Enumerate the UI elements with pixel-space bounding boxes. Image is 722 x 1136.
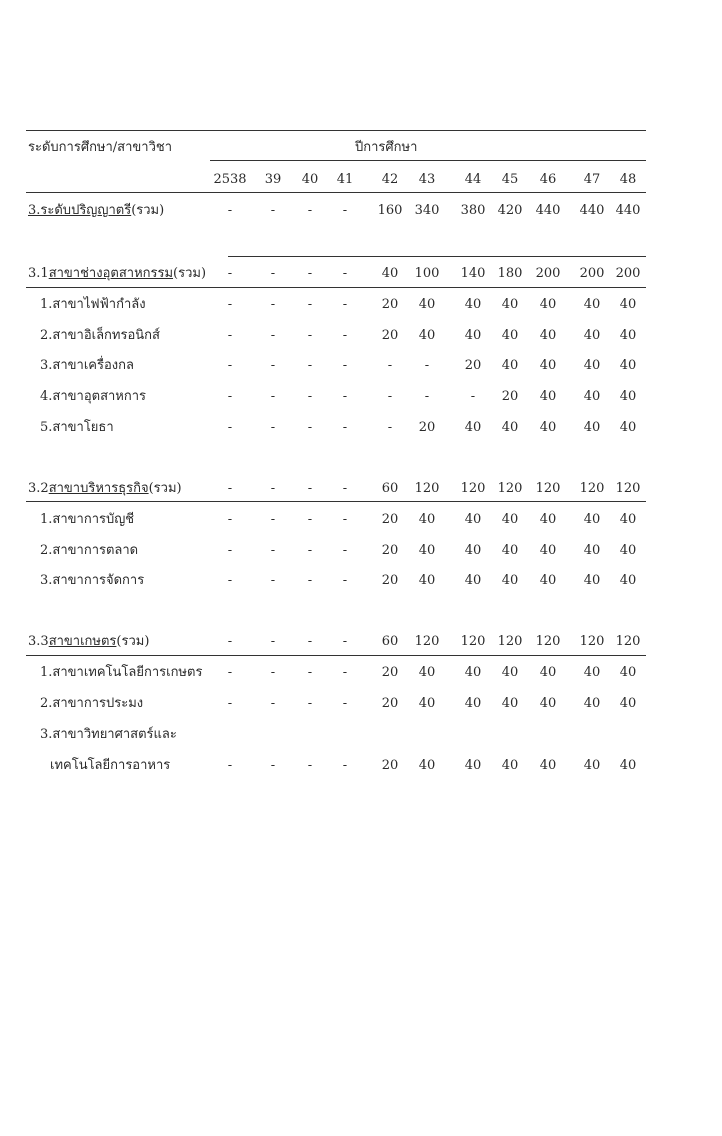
table-cell: 40	[539, 665, 557, 680]
table-cell: -	[342, 481, 348, 496]
row-label-name: 2.สาขาการประมง	[40, 696, 144, 711]
header-bottom-rule	[26, 192, 646, 193]
table-cell: 40	[583, 758, 601, 773]
table-cell: 40	[619, 420, 637, 435]
table-cell: 380	[460, 203, 486, 218]
table-cell: -	[307, 266, 313, 281]
row-label	[40, 420, 114, 436]
row-label	[40, 512, 134, 528]
table-cell: -	[227, 389, 233, 404]
table-cell: 440	[615, 203, 641, 218]
table-cell: 20	[464, 358, 482, 373]
table-cell: 40	[619, 696, 637, 711]
table-cell: 40	[583, 420, 601, 435]
table-cell: 40	[464, 512, 482, 527]
row-label	[28, 634, 149, 650]
table-cell: -	[307, 758, 313, 773]
table-cell: -	[307, 634, 313, 649]
table-cell: 40	[539, 389, 557, 404]
table-cell: 20	[381, 758, 399, 773]
table-cell: 120	[414, 481, 440, 496]
table-cell: -	[270, 358, 276, 373]
table-cell: -	[387, 389, 393, 404]
table-cell: 40	[464, 665, 482, 680]
table-cell: -	[342, 573, 348, 588]
table-cell: 420	[497, 203, 523, 218]
table-cell: 20	[381, 573, 399, 588]
table-cell: 40	[418, 328, 436, 343]
table-cell: 160	[377, 203, 403, 218]
table-cell: 40	[501, 328, 519, 343]
row-label	[40, 727, 177, 743]
table-cell: -	[342, 543, 348, 558]
table-cell: -	[307, 665, 313, 680]
table-cell: -	[227, 573, 233, 588]
table-cell: 20	[501, 389, 519, 404]
table-cell: 340	[414, 203, 440, 218]
table-cell: -	[307, 696, 313, 711]
table-cell: 140	[460, 266, 486, 281]
table-cell: 120	[535, 481, 561, 496]
table-cell: -	[307, 512, 313, 527]
table-cell: 40	[583, 328, 601, 343]
table-cell: 40	[583, 543, 601, 558]
table-cell: -	[227, 543, 233, 558]
table-cell: 60	[381, 481, 399, 496]
table-cell: 20	[381, 512, 399, 527]
table-cell: -	[227, 481, 233, 496]
table-cell: 40	[464, 573, 482, 588]
row-label-suffix: (รวม)	[173, 266, 207, 281]
table-cell: 40	[539, 328, 557, 343]
table-cell: 120	[460, 634, 486, 649]
table-cell: -	[307, 481, 313, 496]
table-cell: -	[227, 758, 233, 773]
table-cell: -	[342, 758, 348, 773]
table-cell: -	[307, 203, 313, 218]
table-cell: -	[342, 665, 348, 680]
row-label-prefix: 3.2	[28, 481, 49, 496]
row-label-name: 1.สาขาเทคโนโลยีการเกษตร	[40, 665, 203, 680]
table-cell: 120	[535, 634, 561, 649]
row-label	[40, 665, 202, 681]
table-cell: 40	[464, 297, 482, 312]
table-cell: -	[342, 266, 348, 281]
table-cell: 440	[579, 203, 605, 218]
table-cell: -	[270, 634, 276, 649]
table-cell: 20	[381, 665, 399, 680]
table-cell: 40	[418, 573, 436, 588]
table-cell: -	[342, 358, 348, 373]
table-cell: 40	[501, 358, 519, 373]
table-cell: 40	[381, 266, 399, 281]
table-cell: -	[307, 573, 313, 588]
table-cell: -	[227, 297, 233, 312]
table-cell: 40	[464, 543, 482, 558]
table-cell: -	[270, 696, 276, 711]
row-label-name: 2.สาขาอิเล็กทรอนิกส์	[40, 328, 160, 343]
row-label-name: 3.ระดับปริญญาตรี	[28, 203, 132, 218]
row-label	[40, 543, 138, 559]
table-cell: 120	[615, 634, 641, 649]
table-cell: -	[227, 328, 233, 343]
table-cell: 200	[535, 266, 561, 281]
table-cell: 40	[619, 358, 637, 373]
table-cell: -	[270, 203, 276, 218]
table-cell: -	[342, 389, 348, 404]
table-cell: 40	[418, 665, 436, 680]
table-cell: 20	[381, 328, 399, 343]
row-label-name: สาขาบริหารธุรกิจ	[48, 481, 149, 496]
row-label-prefix: 3.1	[28, 266, 49, 281]
table-cell: 40	[501, 543, 519, 558]
table-cell: 40	[501, 297, 519, 312]
table-cell: 20	[381, 696, 399, 711]
table-cell: 40	[464, 420, 482, 435]
row-label-name: 2.สาขาการตลาด	[40, 543, 139, 558]
year-header-cell: 45	[501, 172, 519, 187]
table-cell: 40	[619, 512, 637, 527]
table-cell: -	[307, 543, 313, 558]
table-cell: -	[227, 634, 233, 649]
table-cell: -	[270, 266, 276, 281]
table-cell: 40	[539, 512, 557, 527]
table-cell: 40	[418, 297, 436, 312]
table-cell: -	[227, 512, 233, 527]
table-cell: 40	[501, 512, 519, 527]
table-cell: 120	[615, 481, 641, 496]
year-header-cell: 42	[381, 172, 399, 187]
row-label-name: 5.สาขาโยธา	[40, 420, 114, 435]
row-label-suffix: (รวม)	[148, 481, 182, 496]
year-header-cell: 46	[539, 172, 557, 187]
table-cell: -	[227, 696, 233, 711]
table-cell: -	[470, 389, 476, 404]
table-cell: 180	[497, 266, 523, 281]
table-cell: 120	[460, 481, 486, 496]
year-header-cell: 47	[583, 172, 601, 187]
table-cell: 200	[579, 266, 605, 281]
row-label-name: 3.สาขาเครื่องกล	[40, 358, 134, 373]
table-cell: -	[342, 328, 348, 343]
table-cell: -	[342, 512, 348, 527]
table-cell: -	[270, 481, 276, 496]
table-cell: -	[270, 389, 276, 404]
table-cell: -	[307, 297, 313, 312]
table-cell: 120	[579, 634, 605, 649]
table-cell: 40	[539, 573, 557, 588]
table-cell: 40	[539, 420, 557, 435]
table-top-rule	[26, 130, 646, 131]
years-header-rule	[210, 160, 646, 161]
table-cell: 40	[583, 389, 601, 404]
table-cell: 40	[539, 543, 557, 558]
table-cell: 40	[501, 665, 519, 680]
table-cell: 40	[464, 328, 482, 343]
table-cell: 40	[464, 696, 482, 711]
table-cell: -	[270, 758, 276, 773]
year-header-cell: 48	[619, 172, 637, 187]
table-cell: -	[227, 420, 233, 435]
table-cell: -	[342, 634, 348, 649]
row-label-name: สาขาช่างอุตสาหกรรม	[48, 266, 174, 281]
row-label-name: 3.สาขาการจัดการ	[40, 573, 145, 588]
table-cell: -	[342, 420, 348, 435]
table-cell: 40	[619, 328, 637, 343]
row-label-suffix: (รวม)	[116, 634, 150, 649]
row-label	[28, 481, 182, 497]
table-cell: -	[387, 420, 393, 435]
row-label	[40, 696, 143, 712]
table-cell: 40	[501, 573, 519, 588]
table-cell: 40	[619, 665, 637, 680]
table-cell: 440	[535, 203, 561, 218]
table-cell: -	[270, 512, 276, 527]
table-cell: 120	[414, 634, 440, 649]
table-cell: 40	[418, 696, 436, 711]
table-cell: 40	[501, 420, 519, 435]
table-cell: 40	[539, 696, 557, 711]
table-cell: -	[227, 665, 233, 680]
table-cell: -	[270, 665, 276, 680]
table-cell: 120	[579, 481, 605, 496]
table-cell: 20	[381, 297, 399, 312]
year-header-cell: 44	[464, 172, 482, 187]
row-label	[50, 758, 170, 774]
row-label	[40, 358, 134, 374]
table-cell: 20	[418, 420, 436, 435]
table-cell: 40	[418, 512, 436, 527]
row-label-prefix: 3.3	[28, 634, 49, 649]
table-cell: -	[270, 543, 276, 558]
table-cell: 40	[583, 297, 601, 312]
row-label-suffix: (รวม)	[131, 203, 165, 218]
table-cell: 40	[539, 297, 557, 312]
table-cell: -	[342, 297, 348, 312]
table-cell: 100	[414, 266, 440, 281]
row-label	[28, 203, 164, 219]
table-cell: -	[424, 389, 430, 404]
table-cell: 40	[583, 512, 601, 527]
table-cell: 40	[418, 543, 436, 558]
table-cell: 40	[418, 758, 436, 773]
table-cell: 40	[619, 389, 637, 404]
table-cell: 40	[583, 665, 601, 680]
table-cell: 40	[539, 358, 557, 373]
table-cell: 40	[583, 573, 601, 588]
table-cell: 40	[583, 696, 601, 711]
year-header-cell: 41	[336, 172, 354, 187]
row-label-name: 1.สาขาไฟฟ้ากำลัง	[40, 297, 146, 312]
row-label	[28, 266, 206, 282]
year-header-cell: 2538	[213, 172, 247, 187]
table-cell: 200	[615, 266, 641, 281]
table-cell: -	[227, 203, 233, 218]
table-cell: 40	[619, 543, 637, 558]
year-header-cell: 40	[301, 172, 319, 187]
row-label	[40, 328, 160, 344]
table-cell: 40	[583, 358, 601, 373]
table-cell: -	[227, 358, 233, 373]
table-cell: -	[270, 573, 276, 588]
table-cell: 40	[539, 758, 557, 773]
section-rule-3-1-top	[228, 256, 646, 257]
table-cell: -	[307, 420, 313, 435]
table-cell: 40	[619, 573, 637, 588]
year-header-cell: 43	[418, 172, 436, 187]
table-cell: 40	[464, 758, 482, 773]
year-header-cell: 39	[264, 172, 282, 187]
row-label-name: สาขาเกษตร	[48, 634, 117, 649]
table-cell: 120	[497, 634, 523, 649]
table-cell: -	[342, 203, 348, 218]
table-cell: -	[307, 389, 313, 404]
row-label-name: เทคโนโลยีการอาหาร	[50, 758, 171, 773]
table-cell: 40	[619, 297, 637, 312]
table-cell: -	[424, 358, 430, 373]
row-label-name: 3.สาขาวิทยาศาสตร์และ	[40, 727, 177, 742]
table-cell: -	[342, 696, 348, 711]
row-label	[40, 573, 144, 589]
section-rule-3-3-bottom	[26, 655, 646, 656]
section-rule-3-2-bottom	[26, 501, 646, 502]
table-cell: 40	[501, 696, 519, 711]
table-cell: -	[270, 420, 276, 435]
section-rule-3-1-bottom	[26, 287, 646, 288]
table-cell: -	[307, 328, 313, 343]
table-cell: 60	[381, 634, 399, 649]
table-cell: 40	[619, 758, 637, 773]
table-cell: 120	[497, 481, 523, 496]
table-cell: -	[307, 358, 313, 373]
column-label-level-subject: ระดับการศึกษา/สาขาวิชา	[28, 140, 173, 155]
row-label	[40, 389, 146, 405]
table-cell: -	[387, 358, 393, 373]
row-label	[40, 297, 146, 313]
table-cell: 20	[381, 543, 399, 558]
table-cell: -	[270, 297, 276, 312]
row-label-name: 1.สาขาการบัญชี	[40, 512, 135, 527]
table-cell: 40	[501, 758, 519, 773]
table-cell: -	[227, 266, 233, 281]
column-group-academic-year: ปีการศึกษา	[355, 140, 418, 155]
table-cell: -	[270, 328, 276, 343]
row-label-name: 4.สาขาอุตสาหการ	[40, 389, 147, 404]
